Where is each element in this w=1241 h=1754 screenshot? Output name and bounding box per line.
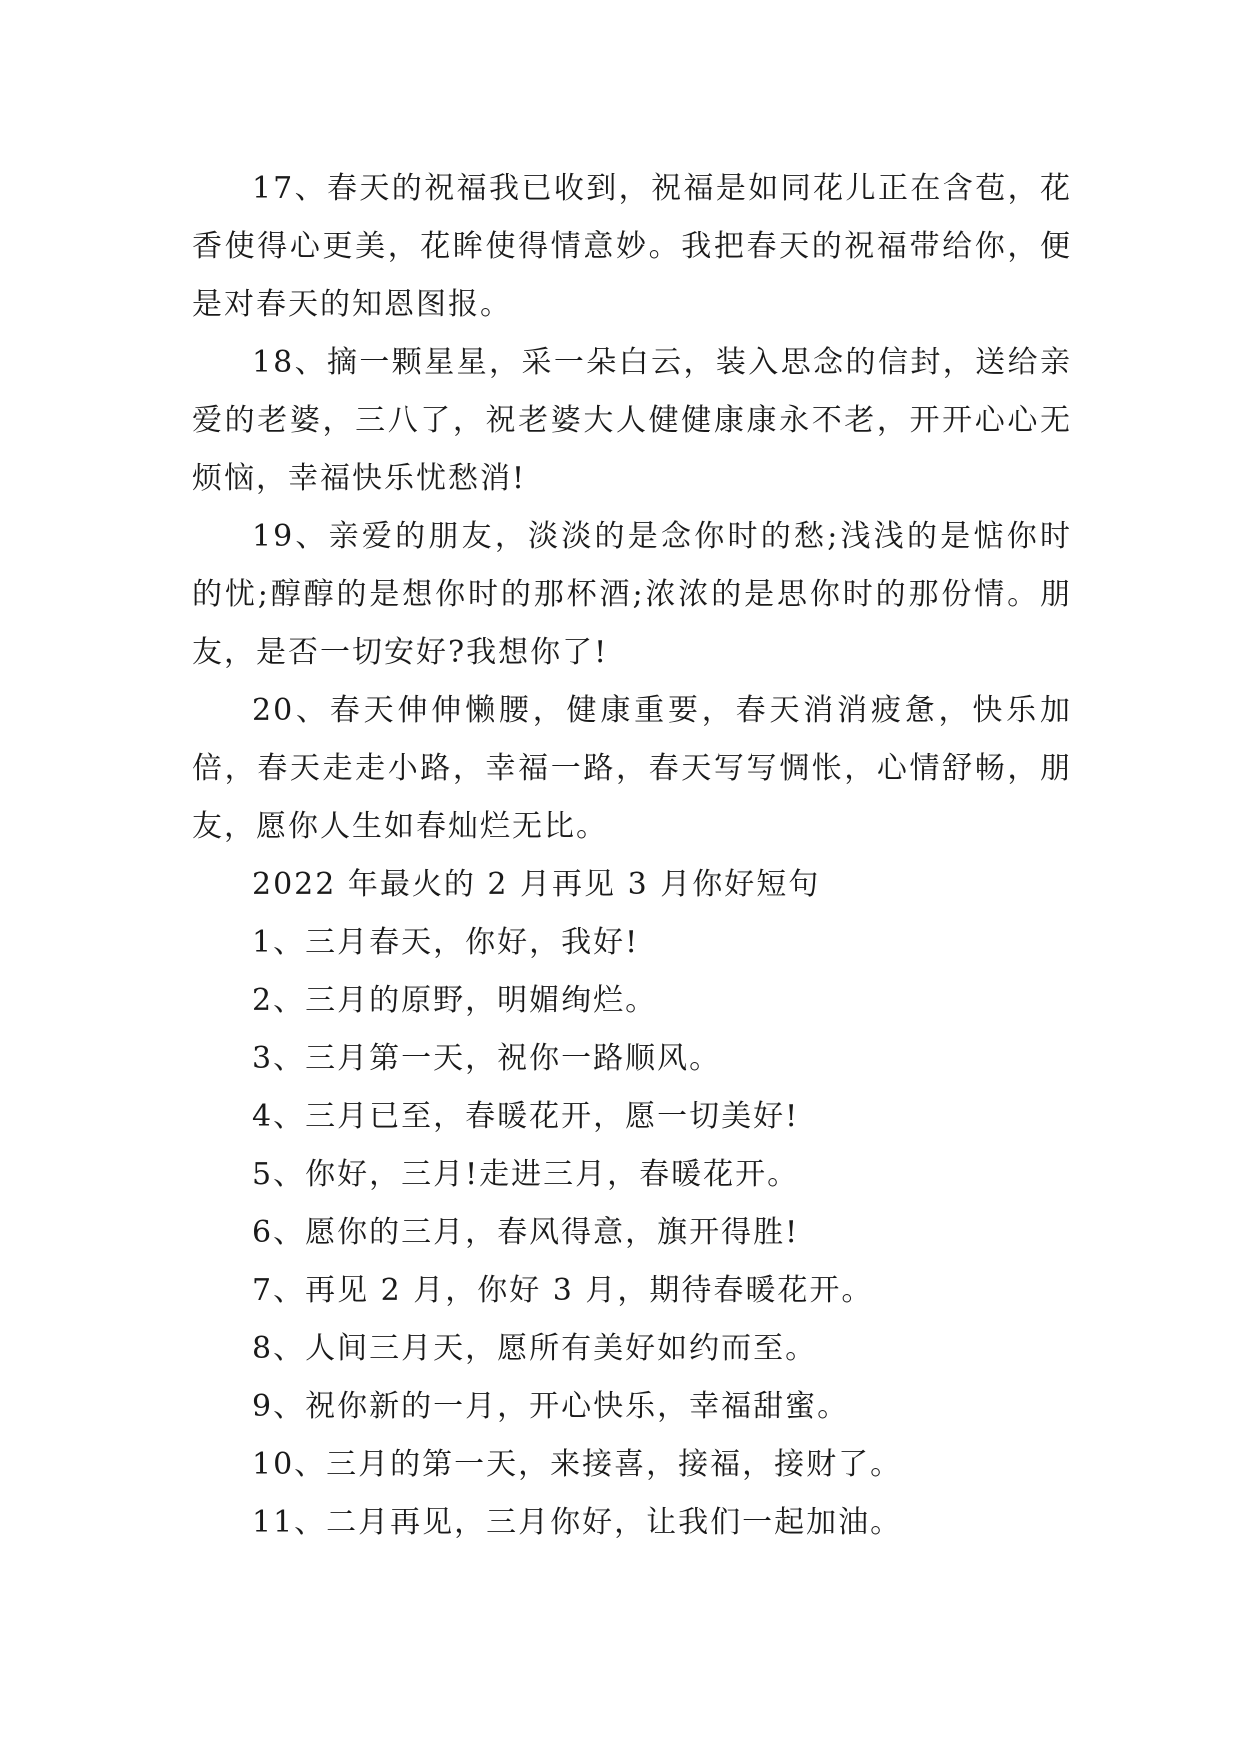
list-item: 7、再见 2 月，你好 3 月，期待春暖花开。 bbox=[252, 1273, 874, 1308]
paragraph-20: 20、春天伸伸懒腰，健康重要，春天消消疲惫，快乐加倍，春天走走小路，幸福一路，春天写写惆怅，心情舒畅，朋友，愿你人生如春灿烂无比。 bbox=[192, 693, 1072, 844]
section-heading: 2022 年最火的 2 月再见 3 月你好短句 bbox=[252, 867, 821, 902]
list-item: 4、三月已至，春暖花开，愿一切美好! bbox=[252, 1099, 800, 1134]
list-item: 3、三月第一天，祝你一路顺风。 bbox=[252, 1041, 722, 1076]
list-item: 9、祝你新的一月，开心快乐，幸福甜蜜。 bbox=[252, 1389, 850, 1424]
list-item: 5、你好，三月!走进三月，春暖花开。 bbox=[252, 1157, 800, 1192]
list-item: 6、愿你的三月，春风得意，旗开得胜! bbox=[252, 1215, 800, 1250]
list-item: 10、三月的第一天，来接喜，接福，接财了。 bbox=[252, 1447, 903, 1482]
paragraph-18: 18、摘一颗星星，采一朵白云，装入思念的信封，送给亲爱的老婆，三八了，祝老婆大人健健康康永不老，开开心心无烦恼，幸福快乐忧愁消! bbox=[192, 345, 1072, 496]
paragraph-17: 17、春天的祝福我已收到，祝福是如同花儿正在含苞，花香使得心更美，花眸使得情意妙。我把春天的祝福带给你，便是对春天的知恩图报。 bbox=[192, 171, 1072, 322]
paragraph-19: 19、亲爱的朋友，淡淡的是念你时的愁;浅浅的是惦你时的忧;醇醇的是想你时的那杯酒;浓浓的是思你时的那份情。朋友，是否一切安好?我想你了! bbox=[192, 519, 1072, 670]
list-item: 11、二月再见，三月你好，让我们一起加油。 bbox=[252, 1505, 903, 1540]
list-item: 1、三月春天，你好，我好! bbox=[252, 925, 640, 960]
list-item: 2、三月的原野，明媚绚烂。 bbox=[252, 983, 658, 1018]
document-body bbox=[192, 160, 1072, 1552]
list-item: 8、人间三月天，愿所有美好如约而至。 bbox=[252, 1331, 818, 1366]
